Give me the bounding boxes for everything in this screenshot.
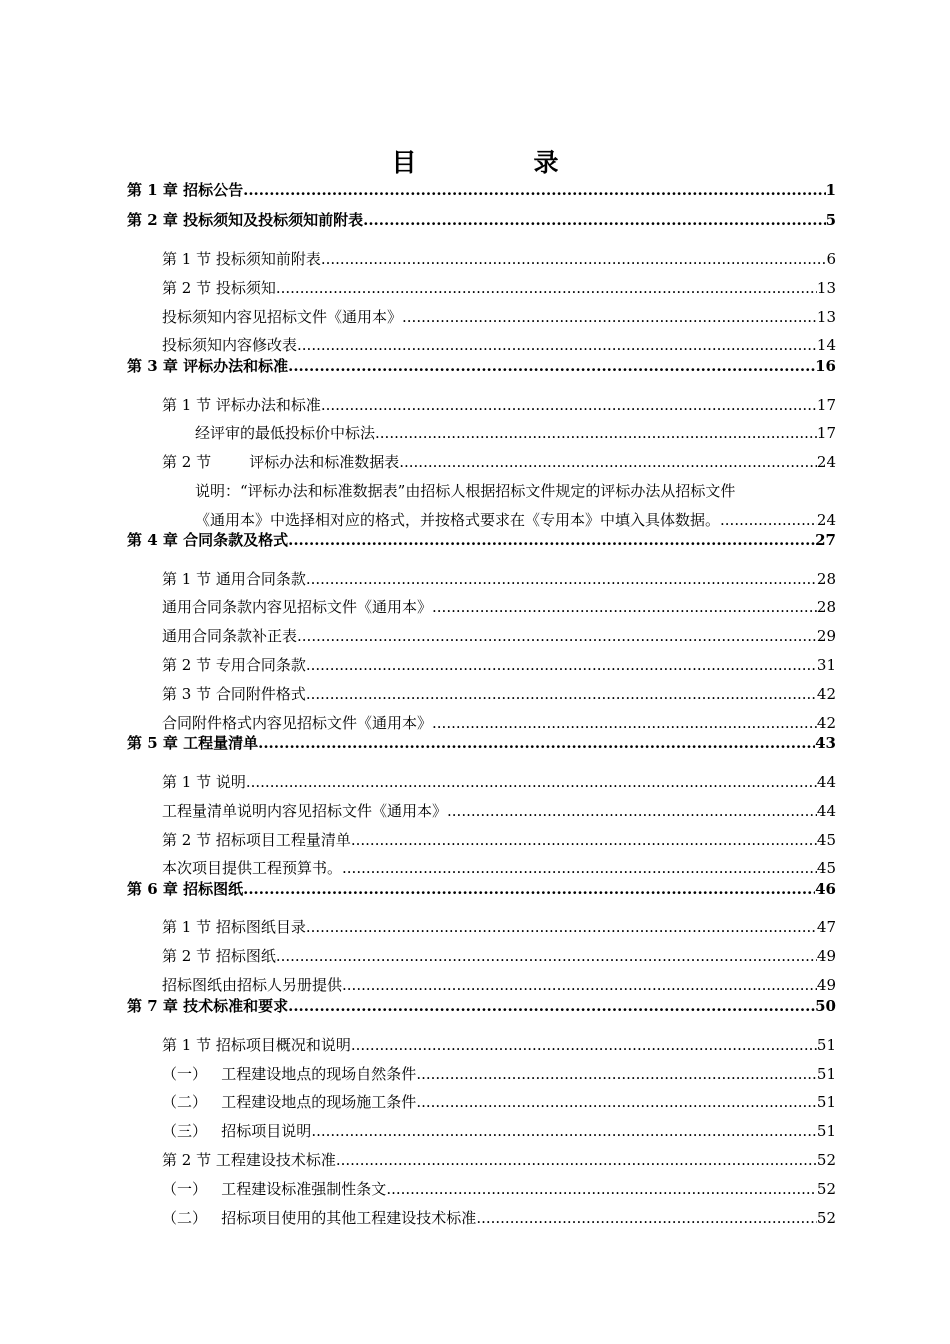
toc-leader	[258, 732, 815, 754]
toc-chapter-5[interactable]	[127, 732, 836, 754]
toc-page: 28	[816, 598, 836, 616]
toc-entry[interactable]	[162, 916, 836, 938]
toc-entry[interactable]	[162, 1034, 836, 1056]
toc-label: 通用合同条款内容见招标文件《通用本》	[162, 598, 433, 616]
toc-page: 43	[815, 734, 836, 752]
toc-leader	[246, 771, 817, 793]
toc-label: （二） 工程建设地点的现场施工条件	[162, 1093, 417, 1111]
toc-leader	[342, 974, 817, 996]
toc-leader	[432, 712, 817, 734]
toc-page: 1	[825, 181, 836, 199]
toc-chapter-6[interactable]	[127, 878, 836, 900]
toc-page: 47	[816, 918, 836, 936]
toc-label: 第 5 章 工程量清单	[127, 734, 259, 752]
toc-entry[interactable]	[162, 1149, 836, 1171]
toc-entry[interactable]	[162, 1063, 836, 1085]
note-text: 《通用本》中选择相对应的格式，并按格式要求在《专用本》中填入具体数据。	[195, 511, 721, 529]
toc-page: 49	[816, 947, 836, 965]
toc-label: 合同附件格式内容见招标文件《通用本》	[162, 714, 433, 732]
toc-entry[interactable]	[162, 277, 836, 299]
toc-leader	[476, 1207, 817, 1229]
toc-leader	[399, 451, 817, 473]
toc-leader	[243, 179, 825, 201]
toc-page: 14	[816, 336, 836, 354]
toc-leader	[375, 422, 817, 444]
toc-leader	[402, 306, 817, 328]
toc-label: 经评审的最低投标价中标法	[195, 424, 376, 442]
toc-page: 52	[816, 1209, 836, 1227]
toc-label: 第 2 节 专用合同条款	[162, 656, 306, 674]
toc-leader	[276, 277, 817, 299]
toc-page: 24	[816, 453, 836, 471]
toc-leader	[432, 596, 817, 618]
toc-chapter-7[interactable]	[127, 995, 836, 1017]
toc-label: 第 1 节 投标须知前附表	[162, 250, 321, 268]
toc-label: 第 2 节 招标图纸	[162, 947, 276, 965]
toc-page: 13	[816, 279, 836, 297]
toc-label: 通用合同条款补正表	[162, 627, 298, 645]
toc-page: 50	[815, 997, 836, 1015]
toc-leader	[336, 1149, 817, 1171]
toc-entry[interactable]	[162, 625, 836, 647]
toc-leader	[297, 625, 817, 647]
toc-entry[interactable]	[162, 800, 836, 822]
toc-label: 第 3 节 合同附件格式	[162, 685, 306, 703]
toc-leader	[306, 654, 817, 676]
toc-chapter-2[interactable]	[127, 209, 836, 231]
toc-entry[interactable]	[162, 945, 836, 967]
toc-page: 52	[816, 1180, 836, 1198]
toc-entry[interactable]	[162, 829, 836, 851]
toc-page: 49	[816, 976, 836, 994]
toc-entry[interactable]	[162, 248, 836, 270]
toc-entry[interactable]	[162, 712, 836, 734]
toc-page: 42	[816, 685, 836, 703]
toc-page: 16	[815, 357, 836, 375]
toc-leader	[306, 568, 817, 590]
toc-entry[interactable]	[162, 568, 836, 590]
toc-leader	[288, 355, 815, 377]
toc-leader	[351, 829, 817, 851]
toc-label: 第 1 节 评标办法和标准	[162, 396, 321, 414]
toc-label: 第 2 节 投标须知	[162, 279, 276, 297]
toc-label: 第 1 章 招标公告	[127, 181, 244, 199]
toc-label: 工程量清单说明内容见招标文件《通用本》	[162, 802, 448, 820]
toc-entry[interactable]	[162, 771, 836, 793]
toc-page: 42	[816, 714, 836, 732]
toc-leader	[416, 1091, 817, 1113]
toc-label: 第 2 节 评标办法和标准数据表	[162, 453, 400, 471]
toc-entry[interactable]	[162, 654, 836, 676]
toc-entry[interactable]	[162, 683, 836, 705]
toc-label: 第 1 节 招标图纸目录	[162, 918, 306, 936]
toc-entry[interactable]	[162, 1091, 836, 1113]
toc-leader	[311, 1120, 817, 1142]
toc-label: 第 4 章 合同条款及格式	[127, 531, 289, 549]
toc-leader	[276, 945, 817, 967]
toc-label: 第 3 章 评标办法和标准	[127, 357, 289, 375]
toc-page: 51	[816, 1093, 836, 1111]
toc-leader	[351, 1034, 817, 1056]
toc-leader	[306, 916, 817, 938]
toc-chapter-1[interactable]	[127, 179, 836, 201]
toc-leader	[321, 394, 817, 416]
toc-chapter-4[interactable]	[127, 529, 836, 551]
toc-page: 45	[816, 859, 836, 877]
toc-label: （二） 招标项目使用的其他工程建设技术标准	[162, 1209, 477, 1227]
toc-entry[interactable]	[162, 1120, 836, 1142]
toc-label: 第 6 章 招标图纸	[127, 880, 244, 898]
toc-leader	[288, 995, 815, 1017]
toc-page: 31	[816, 656, 836, 674]
toc-label: 第 2 章 投标须知及投标须知前附表	[127, 211, 364, 229]
toc-label: 投标须知内容见招标文件《通用本》	[162, 308, 403, 326]
toc-chapter-3[interactable]	[127, 355, 836, 377]
toc-label: 本次项目提供工程预算书。	[162, 859, 343, 877]
toc-entry[interactable]	[162, 857, 836, 879]
toc-leader	[342, 857, 817, 879]
toc-page: 51	[816, 1065, 836, 1083]
toc-leader	[306, 683, 817, 705]
toc-page: 46	[815, 880, 836, 898]
toc-leader	[288, 529, 815, 551]
toc-entry[interactable]	[162, 974, 836, 996]
toc-leader	[416, 1063, 817, 1085]
toc-label: （三） 招标项目说明	[162, 1122, 312, 1140]
toc-page: 45	[816, 831, 836, 849]
toc-page: 5	[825, 211, 836, 229]
toc-page: 52	[816, 1151, 836, 1169]
toc-label: 投标须知内容修改表	[162, 336, 298, 354]
toc-leader	[321, 248, 827, 270]
toc-page: 44	[816, 773, 836, 791]
toc-page: 29	[816, 627, 836, 645]
toc-page: 13	[816, 308, 836, 326]
toc-leader	[243, 878, 815, 900]
toc-leader	[363, 209, 825, 231]
toc-entry[interactable]	[162, 1178, 836, 1200]
toc-label: （一） 工程建设标准强制性条文	[162, 1180, 387, 1198]
toc-title: 目 录	[391, 148, 605, 177]
toc-leader	[297, 334, 817, 356]
toc-page: 6	[826, 250, 836, 268]
toc-page: 51	[816, 1036, 836, 1054]
toc-page: 24	[816, 511, 836, 529]
toc-entry[interactable]	[162, 596, 836, 618]
toc-page: 51	[816, 1122, 836, 1140]
toc-entry[interactable]	[162, 1207, 836, 1229]
note-line-2[interactable]	[195, 509, 836, 531]
toc-label: 第 1 节 通用合同条款	[162, 570, 306, 588]
toc-label: （一） 工程建设地点的现场自然条件	[162, 1065, 417, 1083]
toc-label: 第 7 章 技术标准和要求	[127, 997, 289, 1015]
toc-leader	[720, 509, 817, 531]
toc-entry[interactable]	[162, 394, 836, 416]
toc-label: 招标图纸由招标人另册提供	[162, 976, 343, 994]
toc-entry[interactable]	[195, 422, 836, 444]
note-line-1: 说明：“评标办法和标准数据表”由招标人根据招标文件规定的评标办法从招标文件	[195, 482, 736, 500]
toc-label: 第 1 节 说明	[162, 773, 246, 791]
toc-page: 17	[816, 424, 836, 442]
toc-label: 第 2 节 工程建设技术标准	[162, 1151, 336, 1169]
toc-label: 第 1 节 招标项目概况和说明	[162, 1036, 351, 1054]
toc-page: 27	[815, 531, 836, 549]
toc-page: 44	[816, 802, 836, 820]
toc-entry[interactable]	[162, 334, 836, 356]
toc-leader	[386, 1178, 817, 1200]
toc-page: 28	[816, 570, 836, 588]
toc-leader	[447, 800, 817, 822]
toc-page: 17	[816, 396, 836, 414]
toc-entry[interactable]	[162, 306, 836, 328]
toc-entry[interactable]	[162, 451, 836, 473]
toc-label: 第 2 节 招标项目工程量清单	[162, 831, 351, 849]
